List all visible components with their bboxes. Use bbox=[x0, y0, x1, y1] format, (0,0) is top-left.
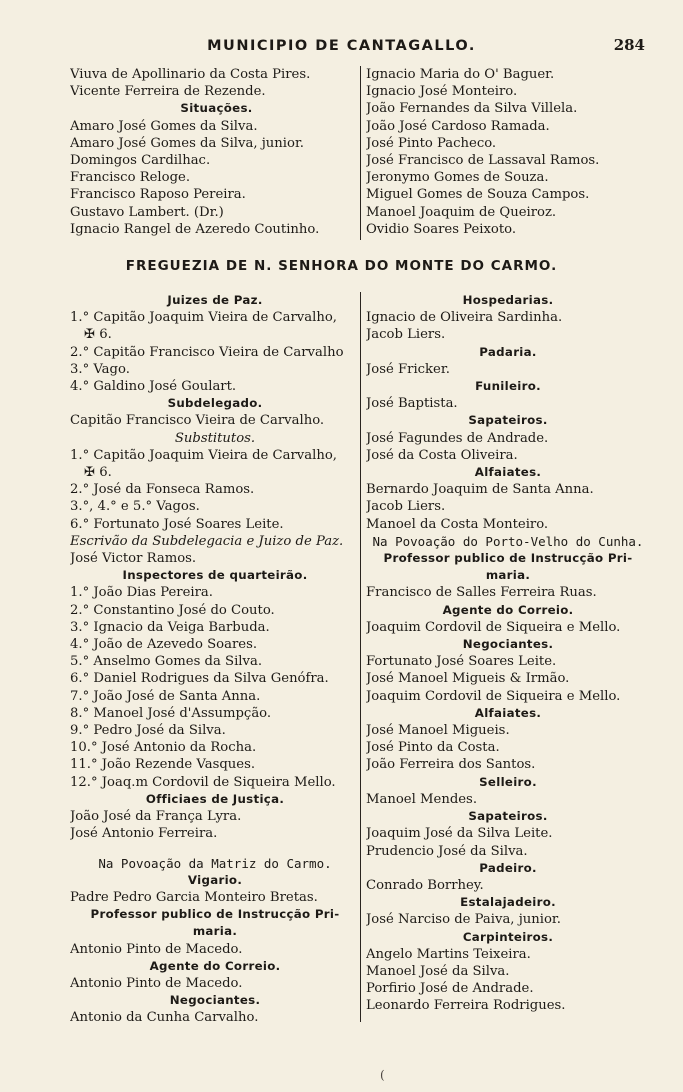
column-divider bbox=[360, 292, 361, 1022]
entry-line: Domingos Cardilhac. bbox=[70, 153, 211, 169]
entry-line: José Manoel Migueis & Irmão. bbox=[366, 671, 570, 687]
entry-line: Leonardo Ferreira Rodrigues. bbox=[366, 998, 566, 1014]
entry-line: Manoel Mendes. bbox=[366, 791, 478, 807]
entry-line: Ignacio José Monteiro. bbox=[366, 84, 518, 100]
entry-line: ✠ 6. bbox=[84, 465, 112, 481]
entry-line: Ovidio Soares Peixoto. bbox=[366, 221, 517, 237]
entry-line: Francisco Reloge. bbox=[70, 170, 191, 186]
section-heading: Funileiro. bbox=[475, 379, 541, 394]
section-heading: maria. bbox=[192, 924, 238, 939]
entry-line: Jeronymo Gomes de Souza. bbox=[366, 170, 549, 186]
parish-left-column bbox=[70, 292, 360, 1027]
parish-listing bbox=[70, 292, 650, 1026]
section-heading: Agente do Correio. bbox=[442, 602, 574, 617]
entry-line: Jacob Liers. bbox=[366, 327, 446, 343]
parish-heading: FREGUEZIA DE N. SENHORA DO MONTE DO CARMO. bbox=[125, 258, 558, 274]
entry-line: Joaquim Cordovil de Siqueira e Mello. bbox=[366, 688, 621, 704]
column-divider bbox=[360, 66, 361, 240]
section-heading: Selleiro. bbox=[479, 774, 537, 789]
entry-line: Ignacio Maria do O' Baguer. bbox=[366, 67, 555, 82]
section-heading: Padeiro. bbox=[479, 860, 537, 875]
section-heading: Negociantes. bbox=[169, 993, 261, 1008]
entry-line: Capitão Francisco Vieira de Carvalho. bbox=[70, 413, 325, 429]
entry-line: Amaro José Gomes da Silva. bbox=[70, 118, 258, 134]
entry-line: 4.° João de Azevedo Soares. bbox=[70, 637, 258, 653]
entry-line: José Narciso de Paiva, junior. bbox=[366, 912, 561, 928]
section-heading: Sapateiros. bbox=[468, 809, 548, 824]
top-right-column bbox=[366, 66, 652, 238]
entry-line: 8.° Manoel José d'Assumpção. bbox=[70, 705, 272, 721]
entry-line: Ignacio de Oliveira Sardinha. bbox=[366, 310, 563, 326]
entry-line: João Ferreira dos Santos. bbox=[366, 757, 536, 773]
spacer bbox=[70, 843, 360, 855]
entry-line: José Fricker. bbox=[366, 361, 450, 377]
entry-line: 5.° Anselmo Gomes da Silva. bbox=[70, 654, 263, 670]
entry-line: José Manoel Migueis. bbox=[366, 723, 510, 739]
entry-line: José Pinto Pacheco. bbox=[366, 135, 497, 151]
entry-line: Porfirio José de Andrade. bbox=[366, 981, 534, 997]
entry-line: 1.° Capitão Joaquim Vieira de Carvalho, bbox=[70, 447, 337, 463]
entry-line: 4.° Galdino José Goulart. bbox=[70, 379, 237, 395]
section-heading: Vigario. bbox=[187, 872, 243, 887]
entry-line: Manoel José da Silva. bbox=[366, 963, 510, 979]
section-heading: Situações. bbox=[180, 101, 253, 116]
entry-line: Antonio Pinto de Macedo. bbox=[70, 975, 243, 991]
entry-line: Miguel Gomes de Souza Campos. bbox=[366, 187, 590, 203]
entry-line: Joaquim José da Silva Leite. bbox=[366, 826, 553, 842]
entry-line: 6.° Fortunato José Soares Leite. bbox=[70, 516, 284, 532]
section-heading: Professor publico de Instrucção Pri- bbox=[90, 907, 340, 922]
entry-line: João Fernandes da Silva Villela. bbox=[366, 101, 578, 117]
entry-line: 6.° Daniel Rodrigues da Silva Genófra. bbox=[70, 671, 329, 687]
entry-line: 3.° Ignacio da Veiga Barbuda. bbox=[70, 619, 270, 635]
entry-line: ✠ 6. bbox=[84, 327, 112, 343]
section-heading: Sapateiros. bbox=[468, 413, 548, 428]
entry-line: Manoel da Costa Monteiro. bbox=[366, 516, 549, 532]
entry-line: 9.° Pedro José da Silva. bbox=[70, 723, 226, 739]
entry-line: 10.° José Antonio da Rocha. bbox=[70, 740, 257, 756]
section-heading: Negociantes. bbox=[462, 637, 554, 652]
entry-line: 12.° Joaq.m Cordovil de Siqueira Mello. bbox=[70, 774, 336, 790]
page-header bbox=[0, 34, 683, 62]
section-heading: Hospedarias. bbox=[462, 293, 554, 307]
section-heading: maria. bbox=[485, 568, 531, 583]
entry-line: José Francisco de Lassaval Ramos. bbox=[366, 153, 600, 169]
top-left-column bbox=[70, 66, 363, 238]
parish-right-column bbox=[366, 292, 650, 1015]
section-heading: Alfaiates. bbox=[474, 465, 542, 480]
entry-line: Francisco Raposo Pereira. bbox=[70, 187, 246, 203]
entry-line: José Fagundes de Andrade. bbox=[366, 430, 549, 446]
section-heading: Officiaes de Justiça. bbox=[145, 791, 285, 806]
entry-line: 3.°, 4.° e 5.° Vagos. bbox=[70, 499, 200, 515]
subheading: Substitutos. bbox=[174, 430, 256, 446]
running-title: MUNICIPIO DE CANTAGALLO. bbox=[207, 38, 476, 54]
entry-line: Manoel Joaquim de Queiroz. bbox=[366, 204, 557, 220]
entry-line: Ignacio Rangel de Azeredo Coutinho. bbox=[70, 221, 320, 237]
entry-line: 2.° José da Fonseca Ramos. bbox=[70, 482, 255, 498]
entry-line: 1.° João Dias Pereira. bbox=[70, 585, 213, 601]
entry-line: Angelo Martins Teixeira. bbox=[366, 946, 531, 962]
top-listing bbox=[70, 66, 648, 240]
entry-line: Conrado Borrhey. bbox=[366, 877, 484, 893]
page-mark: ( bbox=[380, 1068, 385, 1082]
section-heading: Carpinteiros. bbox=[462, 929, 554, 944]
locality-heading: Na Povoação do Porto-Velho do Cunha. bbox=[372, 533, 644, 549]
entry-line: Padre Pedro Garcia Monteiro Bretas. bbox=[70, 889, 318, 905]
entry-line: 2.° Constantino José do Couto. bbox=[70, 602, 275, 618]
entry-line: 11.° João Rezende Vasques. bbox=[70, 757, 256, 773]
entry-line: João José da França Lyra. bbox=[70, 809, 242, 825]
entry-line: 1.° Capitão Joaquim Vieira de Carvalho, bbox=[70, 310, 337, 326]
entry-line: Vicente Ferreira de Rezende. bbox=[70, 84, 266, 100]
entry-line: 7.° João José de Santa Anna. bbox=[70, 688, 261, 704]
section-heading: Padaria. bbox=[479, 344, 537, 359]
entry-line: Bernardo Joaquim de Santa Anna. bbox=[366, 482, 594, 498]
entry-line: Jacob Liers. bbox=[366, 499, 446, 515]
section-heading: Subdelegado. bbox=[167, 396, 263, 411]
locality-heading: Na Povoação da Matriz do Carmo. bbox=[98, 855, 332, 871]
page-number: 284 bbox=[613, 36, 645, 54]
section-heading: Estalajadeiro. bbox=[460, 895, 556, 910]
entry-line: Escrivão da Subdelegacia e Juizo de Paz. bbox=[70, 533, 344, 549]
section-heading: Inspectores de quarteirão. bbox=[122, 568, 308, 583]
section-heading: Agente do Correio. bbox=[149, 958, 281, 973]
entry-line: 2.° Capitão Francisco Vieira de Carvalho bbox=[70, 344, 344, 360]
entry-line: Viuva de Apollinario da Costa Pires. bbox=[70, 67, 311, 82]
entry-line: Antonio da Cunha Carvalho. bbox=[70, 1010, 259, 1026]
entry-line: José Baptista. bbox=[366, 396, 458, 412]
entry-line: 3.° Vago. bbox=[70, 361, 130, 377]
section-heading: Professor publico de Instrucção Pri- bbox=[383, 551, 633, 566]
entry-line: Amaro José Gomes da Silva, junior. bbox=[70, 135, 304, 151]
entry-line: João José Cardoso Ramada. bbox=[366, 118, 550, 134]
entry-line: José Antonio Ferreira. bbox=[70, 826, 218, 842]
entry-line: Prudencio José da Silva. bbox=[366, 843, 528, 859]
entry-line: Antonio Pinto de Macedo. bbox=[70, 941, 243, 957]
entry-line: Gustavo Lambert. (Dr.) bbox=[70, 204, 224, 220]
entry-line: José da Costa Oliveira. bbox=[366, 447, 518, 463]
section-heading: Alfaiates. bbox=[474, 705, 542, 720]
entry-line: Fortunato José Soares Leite. bbox=[366, 654, 557, 670]
entry-line: Francisco de Salles Ferreira Ruas. bbox=[366, 585, 597, 601]
entry-line: José Pinto da Costa. bbox=[366, 740, 500, 756]
section-heading: Juizes de Paz. bbox=[167, 293, 263, 307]
entry-line: Joaquim Cordovil de Siqueira e Mello. bbox=[366, 619, 621, 635]
entry-line: José Victor Ramos. bbox=[70, 551, 197, 567]
